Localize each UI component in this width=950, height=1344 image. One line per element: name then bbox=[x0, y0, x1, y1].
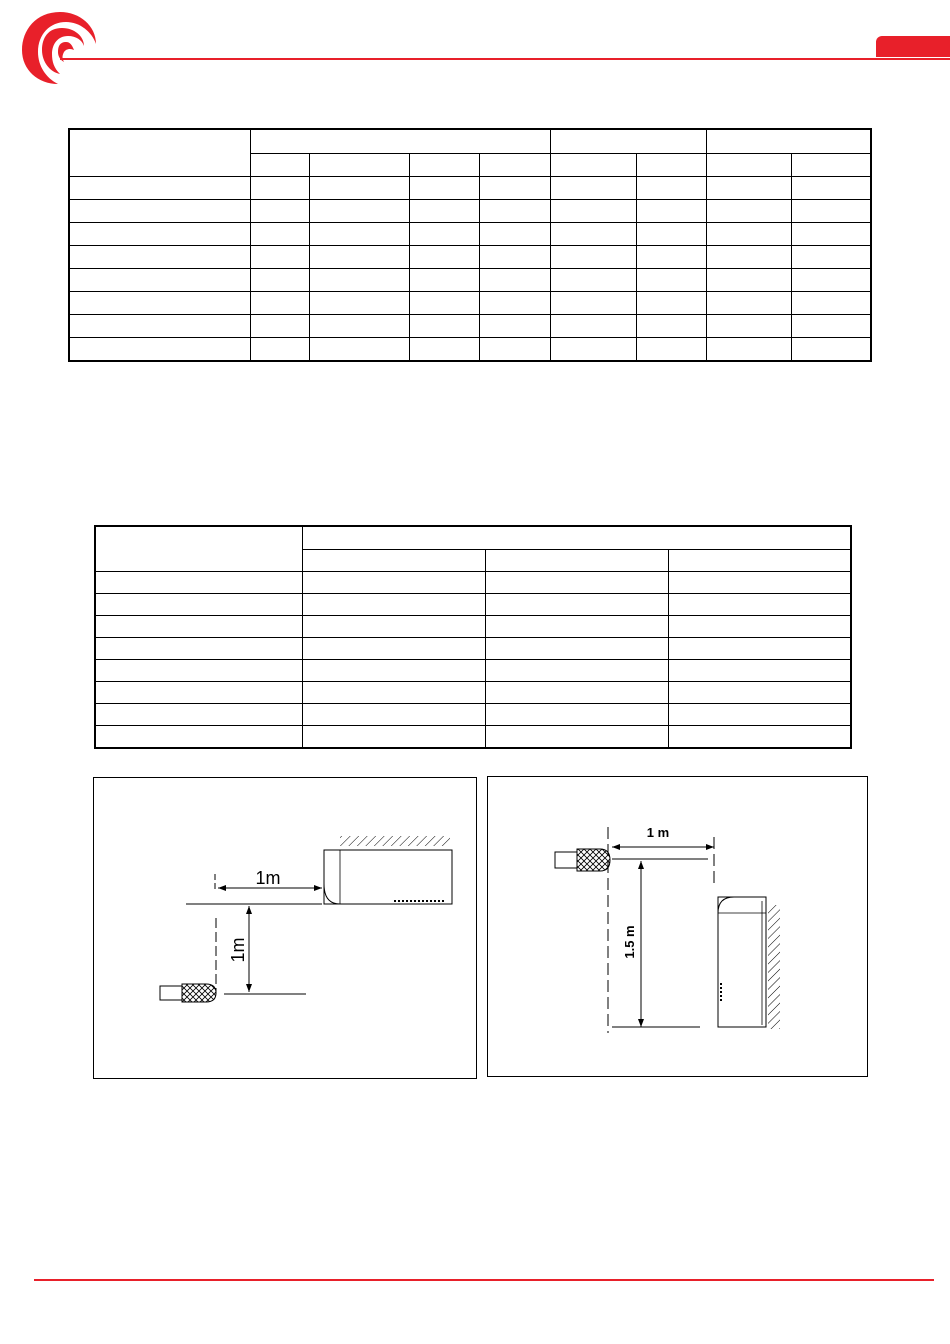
table-cell bbox=[302, 660, 485, 682]
table-cell bbox=[485, 594, 668, 616]
vertical-dimension-label: 1.5 m bbox=[622, 925, 637, 959]
table-cell bbox=[636, 200, 706, 223]
table-cell bbox=[791, 269, 871, 292]
table-header-cell bbox=[302, 549, 485, 572]
table-cell bbox=[550, 246, 636, 269]
table-header-cell bbox=[409, 153, 479, 177]
table-cell bbox=[791, 177, 871, 200]
table-cell bbox=[636, 246, 706, 269]
table-header-cell bbox=[550, 129, 706, 153]
table-cell bbox=[706, 338, 791, 362]
table-row bbox=[95, 638, 851, 660]
indoor-unit-icon bbox=[324, 850, 452, 904]
table-cell bbox=[69, 246, 250, 269]
table-header-cell bbox=[706, 129, 871, 153]
table-row bbox=[69, 292, 871, 315]
table-cell bbox=[550, 315, 636, 338]
table-cell bbox=[636, 315, 706, 338]
table-header-cell bbox=[636, 153, 706, 177]
table-header-cell bbox=[69, 129, 250, 177]
table-cell bbox=[409, 200, 479, 223]
table-cell bbox=[479, 338, 550, 362]
table-cell bbox=[250, 292, 309, 315]
table-row bbox=[95, 594, 851, 616]
table-cell bbox=[409, 292, 479, 315]
table-cell bbox=[302, 704, 485, 726]
table-cell bbox=[409, 246, 479, 269]
table-cell bbox=[668, 704, 851, 726]
table-cell bbox=[69, 223, 250, 246]
table-cell bbox=[668, 638, 851, 660]
table-header-cell bbox=[485, 549, 668, 572]
table-cell bbox=[302, 572, 485, 594]
table-header-cell bbox=[95, 526, 302, 572]
footer-rule bbox=[34, 1279, 934, 1281]
table-cell bbox=[69, 177, 250, 200]
wall-hatch bbox=[768, 905, 780, 1029]
table-header-cell bbox=[706, 153, 791, 177]
table-cell bbox=[95, 682, 302, 704]
table-cell bbox=[485, 682, 668, 704]
table-cell bbox=[479, 200, 550, 223]
table-cell bbox=[409, 315, 479, 338]
table-cell bbox=[95, 726, 302, 749]
indoor-unit-icon bbox=[718, 897, 766, 1027]
table-cell bbox=[706, 246, 791, 269]
table-cell bbox=[550, 338, 636, 362]
table-cell bbox=[668, 572, 851, 594]
table-cell bbox=[479, 315, 550, 338]
table-row bbox=[95, 704, 851, 726]
table-row bbox=[69, 246, 871, 269]
table-cell bbox=[309, 315, 409, 338]
vertical-dimension-label: 1m bbox=[228, 937, 248, 963]
table-row bbox=[95, 682, 851, 704]
table-cell bbox=[95, 572, 302, 594]
device-icon bbox=[160, 984, 216, 1002]
table-cell bbox=[69, 315, 250, 338]
horizontal-dimension-label: 1m bbox=[255, 868, 281, 888]
table-cell bbox=[95, 704, 302, 726]
table-cell bbox=[791, 338, 871, 362]
table-cell bbox=[636, 223, 706, 246]
spec-table-2 bbox=[94, 525, 852, 749]
table-cell bbox=[302, 638, 485, 660]
table-cell bbox=[250, 177, 309, 200]
clearance-diagram-wall bbox=[487, 776, 868, 1077]
table-cell bbox=[309, 246, 409, 269]
ceiling-hatch bbox=[340, 836, 450, 846]
table-header-cell bbox=[791, 153, 871, 177]
table-row bbox=[69, 200, 871, 223]
table-header-cell bbox=[668, 549, 851, 572]
table-cell bbox=[550, 269, 636, 292]
table-cell bbox=[550, 177, 636, 200]
table-cell bbox=[409, 223, 479, 246]
table-cell bbox=[485, 638, 668, 660]
table-cell bbox=[636, 292, 706, 315]
table-row bbox=[69, 177, 871, 200]
table-header-cell bbox=[250, 129, 550, 153]
table-cell bbox=[479, 292, 550, 315]
header-tab bbox=[876, 36, 950, 57]
table-cell bbox=[485, 572, 668, 594]
device-icon bbox=[555, 849, 610, 871]
table-cell bbox=[309, 177, 409, 200]
table-cell bbox=[250, 246, 309, 269]
table-cell bbox=[636, 269, 706, 292]
table-cell bbox=[250, 223, 309, 246]
table-cell bbox=[250, 315, 309, 338]
table-cell bbox=[95, 616, 302, 638]
table-cell bbox=[250, 269, 309, 292]
table-cell bbox=[791, 292, 871, 315]
table-cell bbox=[706, 177, 791, 200]
table-cell bbox=[95, 594, 302, 616]
table-row bbox=[69, 315, 871, 338]
table-cell bbox=[706, 315, 791, 338]
table-cell bbox=[95, 638, 302, 660]
table-cell bbox=[309, 223, 409, 246]
table-cell bbox=[479, 223, 550, 246]
table-cell bbox=[791, 200, 871, 223]
table-cell bbox=[302, 682, 485, 704]
table-cell bbox=[668, 726, 851, 749]
table-cell bbox=[791, 315, 871, 338]
horizontal-dimension-label: 1 m bbox=[646, 825, 670, 840]
table-cell bbox=[706, 200, 791, 223]
table-cell bbox=[95, 660, 302, 682]
table-cell bbox=[668, 660, 851, 682]
table-cell bbox=[309, 292, 409, 315]
table-cell bbox=[479, 246, 550, 269]
spec-table-1 bbox=[68, 128, 872, 362]
table-cell bbox=[706, 223, 791, 246]
table-row bbox=[95, 660, 851, 682]
table-row bbox=[95, 726, 851, 749]
table-header-cell bbox=[302, 526, 851, 549]
table-header-cell bbox=[479, 153, 550, 177]
swirl-logo-icon bbox=[16, 4, 106, 88]
table-cell bbox=[636, 177, 706, 200]
table-row bbox=[95, 616, 851, 638]
table-cell bbox=[479, 269, 550, 292]
table-cell bbox=[550, 200, 636, 223]
table-cell bbox=[636, 338, 706, 362]
table-row bbox=[69, 338, 871, 362]
table-cell bbox=[302, 594, 485, 616]
table-cell bbox=[550, 223, 636, 246]
table-cell bbox=[69, 338, 250, 362]
table-header-cell bbox=[550, 153, 636, 177]
table-cell bbox=[791, 223, 871, 246]
table-cell bbox=[309, 269, 409, 292]
table-cell bbox=[69, 200, 250, 223]
table-cell bbox=[409, 269, 479, 292]
table-cell bbox=[250, 200, 309, 223]
table-row bbox=[69, 269, 871, 292]
table-cell bbox=[706, 269, 791, 292]
clearance-diagram-ceiling bbox=[93, 777, 477, 1079]
table-cell bbox=[668, 594, 851, 616]
table-cell bbox=[250, 338, 309, 362]
table-row bbox=[69, 223, 871, 246]
table-cell bbox=[668, 682, 851, 704]
table-cell bbox=[791, 246, 871, 269]
table-cell bbox=[706, 292, 791, 315]
table-cell bbox=[69, 292, 250, 315]
table-cell bbox=[302, 726, 485, 749]
table-header-cell bbox=[250, 153, 309, 177]
table-cell bbox=[302, 616, 485, 638]
table-cell bbox=[309, 200, 409, 223]
header-rule bbox=[60, 58, 950, 60]
table-cell bbox=[479, 177, 550, 200]
table-cell bbox=[409, 177, 479, 200]
table-cell bbox=[485, 704, 668, 726]
table-header-cell bbox=[309, 153, 409, 177]
table-cell bbox=[485, 660, 668, 682]
table-cell bbox=[69, 269, 250, 292]
table-cell bbox=[485, 616, 668, 638]
table-cell bbox=[309, 338, 409, 362]
table-header-row bbox=[69, 129, 871, 153]
table-cell bbox=[409, 338, 479, 362]
table-header-row bbox=[95, 526, 851, 549]
table-cell bbox=[485, 726, 668, 749]
table-row bbox=[95, 572, 851, 594]
table-cell bbox=[550, 292, 636, 315]
table-cell bbox=[668, 616, 851, 638]
